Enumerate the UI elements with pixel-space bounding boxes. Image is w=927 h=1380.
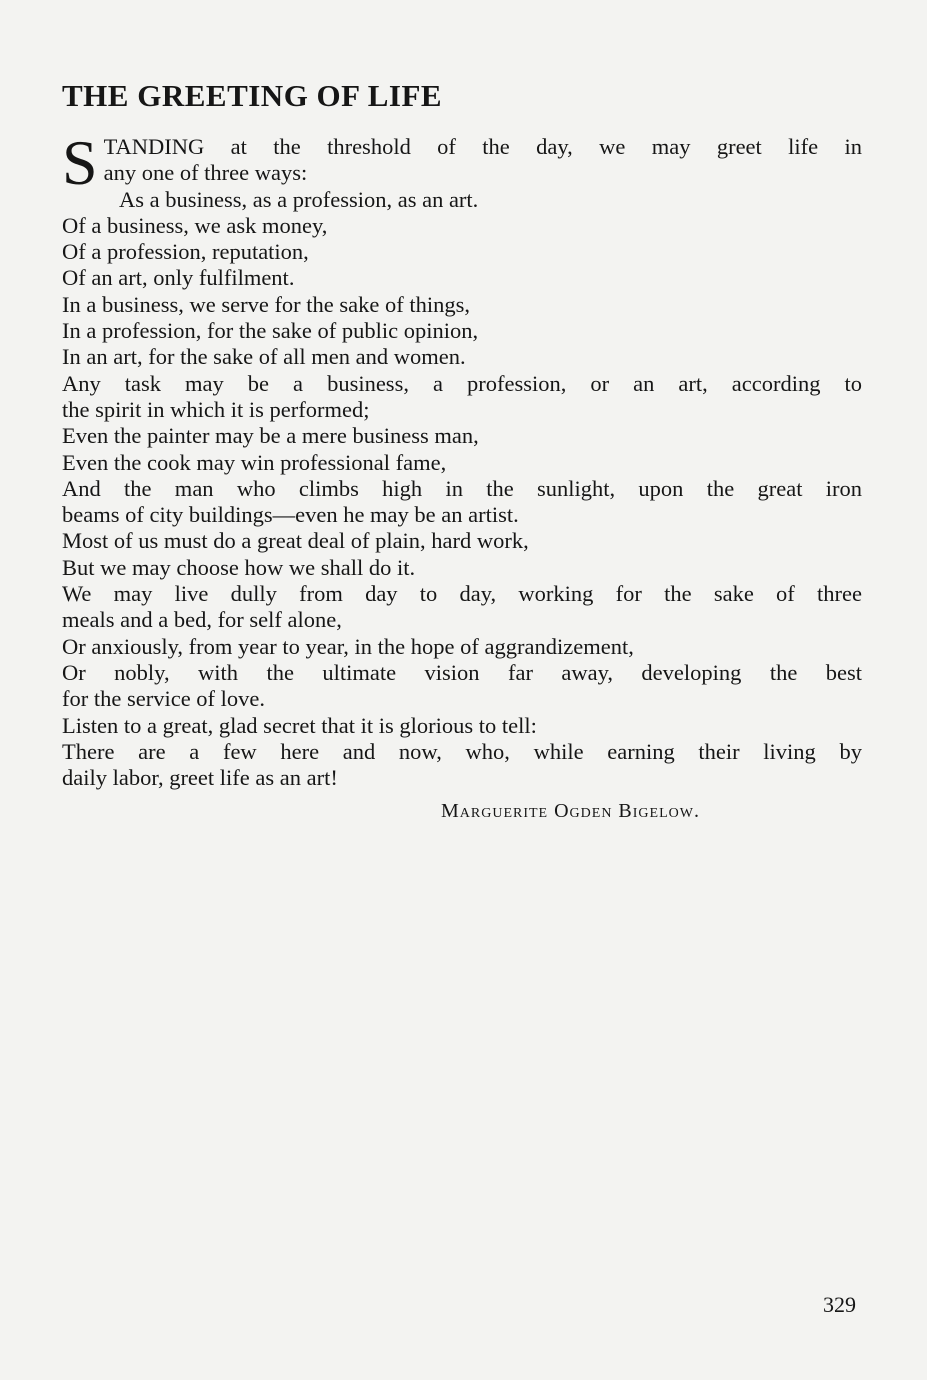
poem-line: There are a few here and now, who, while earning their living by: [62, 738, 862, 764]
poem-line: But we may choose how we shall do it.: [62, 554, 416, 580]
poem-line: And the man who climbs high in the sunlight, upon the great iron: [62, 475, 862, 501]
poem-line: Listen to a great, glad secret that it is glorious to tell:: [62, 712, 537, 738]
page-number: 329: [823, 1292, 856, 1317]
poem-line: TANDING at the threshold of the day, we may greet life in: [103, 134, 862, 159]
poem-line: Even the painter may be a mere business man,: [62, 423, 479, 449]
poem-line: any one of three ways:: [103, 160, 308, 186]
poem-line: Or anxiously, from year to year, in the hope of aggrandizement,: [62, 633, 634, 659]
poem-line: beams of city buildings—even he may be an artist.: [62, 502, 519, 528]
poem-body: [62, 127, 862, 791]
poem-line: Of a business, we ask money,: [62, 212, 328, 238]
poem-line: In a profession, for the sake of public opinion,: [62, 318, 479, 344]
poem-title: THE GREETING OF LIFE: [62, 78, 443, 113]
poem-line: We may live dully from day to day, working for the sake of three: [62, 581, 862, 607]
poem-line: Any task may be a business, a profession, or an art, according to: [62, 370, 862, 396]
poem-line: As a business, as a profession, as an art.: [119, 186, 479, 212]
author-attribution: Marguerite Ogden Bigelow.: [441, 800, 700, 822]
poem-line: Even the cook may win professional fame,: [62, 449, 447, 475]
poem-line: daily labor, greet life as an art!: [62, 765, 338, 791]
drop-cap: S: [62, 127, 98, 198]
poem-line: In a business, we serve for the sake of things,: [62, 291, 471, 317]
poem-line: meals and a bed, for self alone,: [62, 607, 342, 633]
poem-line: Or nobly, with the ultimate vision far away, developing the best: [62, 659, 862, 685]
poem-line: for the service of love.: [62, 686, 266, 712]
poem-line: In an art, for the sake of all men and women.: [62, 344, 466, 370]
poem-line: Of a profession, reputation,: [62, 239, 309, 265]
poem-line: Of an art, only fulfilment.: [62, 265, 295, 291]
poem-line: the spirit in which it is performed;: [62, 396, 370, 422]
poem-line: Most of us must do a great deal of plain, hard work,: [62, 528, 529, 554]
